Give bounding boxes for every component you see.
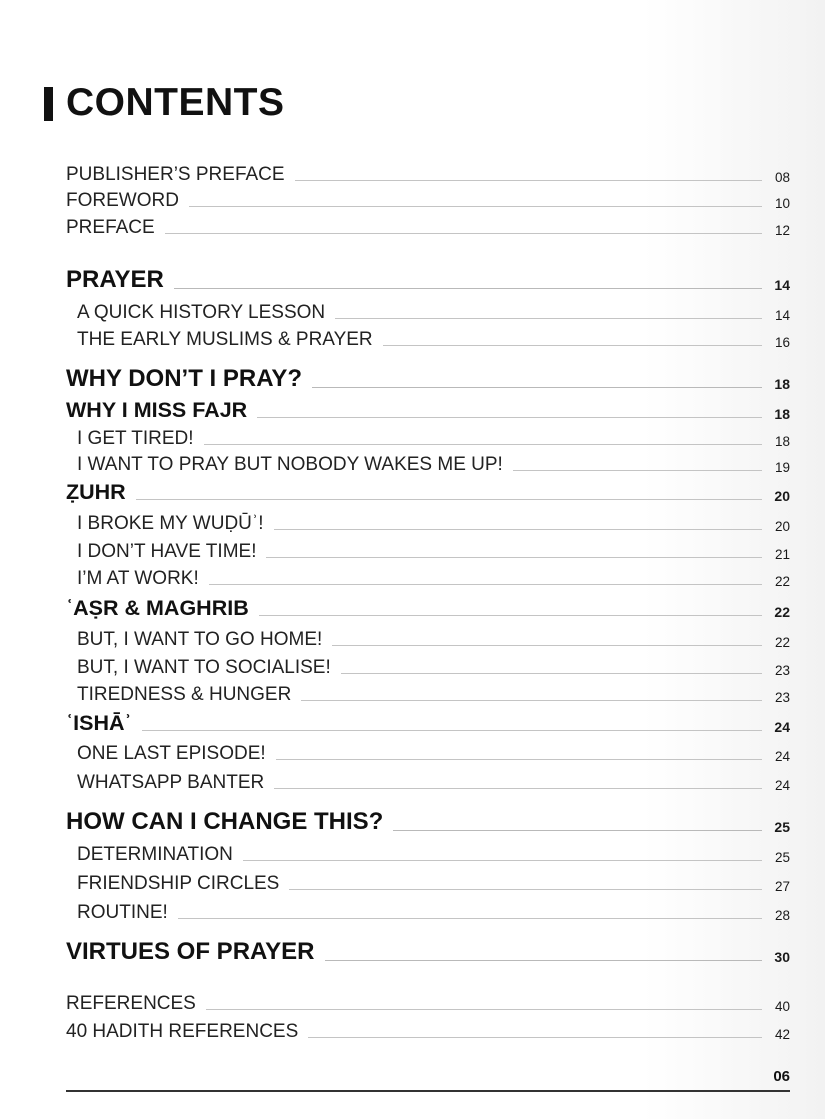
toc-entry-title: WHATSAPP BANTER bbox=[77, 772, 265, 793]
toc-entry-page-number: 30 bbox=[774, 949, 790, 965]
toc-entry-page-number: 20 bbox=[774, 488, 790, 504]
toc-leader-line bbox=[274, 787, 762, 789]
toc-entry[interactable] bbox=[77, 621, 790, 649]
heading-bar bbox=[44, 87, 53, 121]
toc-leader-line bbox=[257, 416, 762, 418]
toc-entry[interactable] bbox=[77, 649, 790, 677]
toc-leader-line bbox=[206, 1008, 762, 1010]
toc-entry-page-number: 22 bbox=[774, 634, 790, 650]
toc-entry-page-number: 22 bbox=[774, 573, 790, 589]
toc-entry-page-number: 21 bbox=[774, 546, 790, 562]
toc-entry-page-number: 23 bbox=[774, 689, 790, 705]
toc-entry-page-number: 24 bbox=[774, 777, 790, 793]
toc-entry[interactable] bbox=[66, 806, 790, 834]
toc-leader-line bbox=[209, 583, 762, 585]
toc-entry[interactable] bbox=[66, 156, 790, 184]
toc-entry[interactable] bbox=[77, 836, 790, 864]
toc-entry-page-number: 22 bbox=[774, 604, 790, 620]
contents-heading bbox=[44, 80, 285, 126]
toc-entry[interactable] bbox=[66, 1013, 790, 1041]
toc-entry-page-number: 24 bbox=[774, 719, 790, 735]
toc-entry-title: DETERMINATION bbox=[77, 844, 233, 865]
toc-entry-page-number: 08 bbox=[774, 169, 790, 185]
toc-entry[interactable] bbox=[77, 735, 790, 763]
toc-entry[interactable] bbox=[66, 393, 790, 421]
toc-entry-title: BUT, I WANT TO SOCIALISE! bbox=[77, 657, 331, 678]
toc-entry-title: WHY I MISS FAJR bbox=[66, 397, 248, 422]
toc-leader-line bbox=[341, 672, 762, 674]
toc-entry-title: VIRTUES OF PRAYER bbox=[66, 938, 315, 965]
toc-entry[interactable] bbox=[77, 420, 790, 448]
toc-entry-title: FOREWORD bbox=[66, 190, 179, 211]
toc-leader-line bbox=[189, 205, 762, 207]
footer-page-number: 06 bbox=[773, 1068, 790, 1085]
toc-entry-title: PRAYER bbox=[66, 266, 164, 293]
toc-entry-title: BUT, I WANT TO GO HOME! bbox=[77, 629, 323, 650]
toc-leader-line bbox=[332, 644, 762, 646]
toc-entry-page-number: 40 bbox=[774, 998, 790, 1014]
toc-entry-page-number: 25 bbox=[774, 819, 790, 835]
toc-entry[interactable] bbox=[77, 505, 790, 533]
toc-entry-title: I’M AT WORK! bbox=[77, 568, 199, 589]
toc-entry[interactable] bbox=[77, 294, 790, 322]
toc-entry-title: A QUICK HISTORY LESSON bbox=[77, 302, 326, 323]
toc-entry-page-number: 42 bbox=[774, 1026, 790, 1042]
toc-entry[interactable] bbox=[66, 363, 790, 391]
toc-entry-page-number: 20 bbox=[774, 518, 790, 534]
toc-entry[interactable] bbox=[66, 706, 790, 734]
toc-entry[interactable] bbox=[77, 533, 790, 561]
toc-entry-page-number: 25 bbox=[774, 849, 790, 865]
toc-entry-page-number: 14 bbox=[774, 307, 790, 323]
toc-leader-line bbox=[136, 498, 762, 500]
toc-leader-line bbox=[243, 859, 762, 861]
toc-entry-page-number: 14 bbox=[774, 277, 790, 293]
toc-entry-title: TIREDNESS & HUNGER bbox=[77, 684, 292, 705]
toc-entry-title: 40 HADITH REFERENCES bbox=[66, 1021, 299, 1042]
toc-entry[interactable] bbox=[77, 321, 790, 349]
toc-entry[interactable] bbox=[77, 865, 790, 893]
toc-entry-title: I BROKE MY WUḌŪʾ! bbox=[77, 513, 264, 534]
toc-entry-page-number: 19 bbox=[774, 459, 790, 475]
toc-entry[interactable] bbox=[66, 475, 790, 503]
toc-entry-page-number: 16 bbox=[774, 334, 790, 350]
toc-entry[interactable] bbox=[77, 676, 790, 704]
toc-leader-line bbox=[308, 1036, 762, 1038]
toc-leader-line bbox=[312, 386, 762, 388]
toc-entry-title: ʿAṢR & MAGHRIB bbox=[66, 595, 249, 620]
toc-entry-page-number: 18 bbox=[774, 406, 790, 422]
toc-entry[interactable] bbox=[66, 985, 790, 1013]
toc-leader-line bbox=[274, 528, 763, 530]
toc-leader-line bbox=[142, 729, 762, 731]
toc-leader-line bbox=[295, 179, 762, 181]
toc-entry[interactable] bbox=[77, 764, 790, 792]
toc-entry-page-number: 12 bbox=[774, 222, 790, 238]
toc-entry[interactable] bbox=[66, 264, 790, 292]
toc-leader-line bbox=[276, 758, 762, 760]
toc-entry[interactable] bbox=[77, 560, 790, 588]
footer-rule bbox=[66, 1090, 790, 1092]
toc-entry-title: ROUTINE! bbox=[77, 902, 168, 923]
toc-leader-line bbox=[165, 232, 762, 234]
toc-entry[interactable] bbox=[77, 446, 790, 474]
toc-entry-title: HOW CAN I CHANGE THIS? bbox=[66, 808, 384, 835]
toc-entry-title: I WANT TO PRAY BUT NOBODY WAKES ME UP! bbox=[77, 454, 503, 475]
toc-leader-line bbox=[513, 469, 762, 471]
toc-entry-title: I DON’T HAVE TIME! bbox=[77, 541, 257, 562]
toc-entry-title: THE EARLY MUSLIMS & PRAYER bbox=[77, 329, 373, 350]
toc-leader-line bbox=[204, 443, 763, 445]
toc-entry-page-number: 24 bbox=[774, 748, 790, 764]
toc-entry-page-number: 23 bbox=[774, 662, 790, 678]
toc-entry-page-number: 10 bbox=[774, 195, 790, 211]
toc-entry-title: PREFACE bbox=[66, 217, 155, 238]
toc-leader-line bbox=[259, 614, 762, 616]
toc-entry-title: ONE LAST EPISODE! bbox=[77, 743, 266, 764]
toc-entry[interactable] bbox=[66, 182, 790, 210]
toc-entry-title: PUBLISHER’S PREFACE bbox=[66, 164, 285, 185]
toc-entry-title: ẒUHR bbox=[66, 479, 126, 504]
toc-entry[interactable] bbox=[66, 209, 790, 237]
toc-leader-line bbox=[383, 344, 762, 346]
toc-entry-title: I GET TIRED! bbox=[77, 428, 194, 449]
page-title: CONTENTS bbox=[66, 81, 285, 124]
toc-entry-title: REFERENCES bbox=[66, 993, 196, 1014]
toc-leader-line bbox=[266, 556, 762, 558]
toc-entry-page-number: 28 bbox=[774, 907, 790, 923]
toc-entry-page-number: 18 bbox=[774, 376, 790, 392]
toc-entry[interactable] bbox=[66, 591, 790, 619]
toc-entry[interactable] bbox=[77, 894, 790, 922]
toc-leader-line bbox=[325, 959, 763, 961]
toc-leader-line bbox=[178, 917, 762, 919]
toc-entry-title: ʿISHĀʾ bbox=[66, 710, 132, 735]
toc-entry-page-number: 18 bbox=[774, 433, 790, 449]
toc-entry-page-number: 27 bbox=[774, 878, 790, 894]
toc-leader-line bbox=[335, 317, 762, 319]
toc-leader-line bbox=[289, 888, 762, 890]
toc-entry-title: FRIENDSHIP CIRCLES bbox=[77, 873, 280, 894]
toc-leader-line bbox=[174, 287, 762, 289]
toc-leader-line bbox=[301, 699, 762, 701]
toc-leader-line bbox=[393, 829, 762, 831]
toc-entry[interactable] bbox=[66, 936, 790, 964]
toc-entry-title: WHY DON’T I PRAY? bbox=[66, 365, 303, 392]
